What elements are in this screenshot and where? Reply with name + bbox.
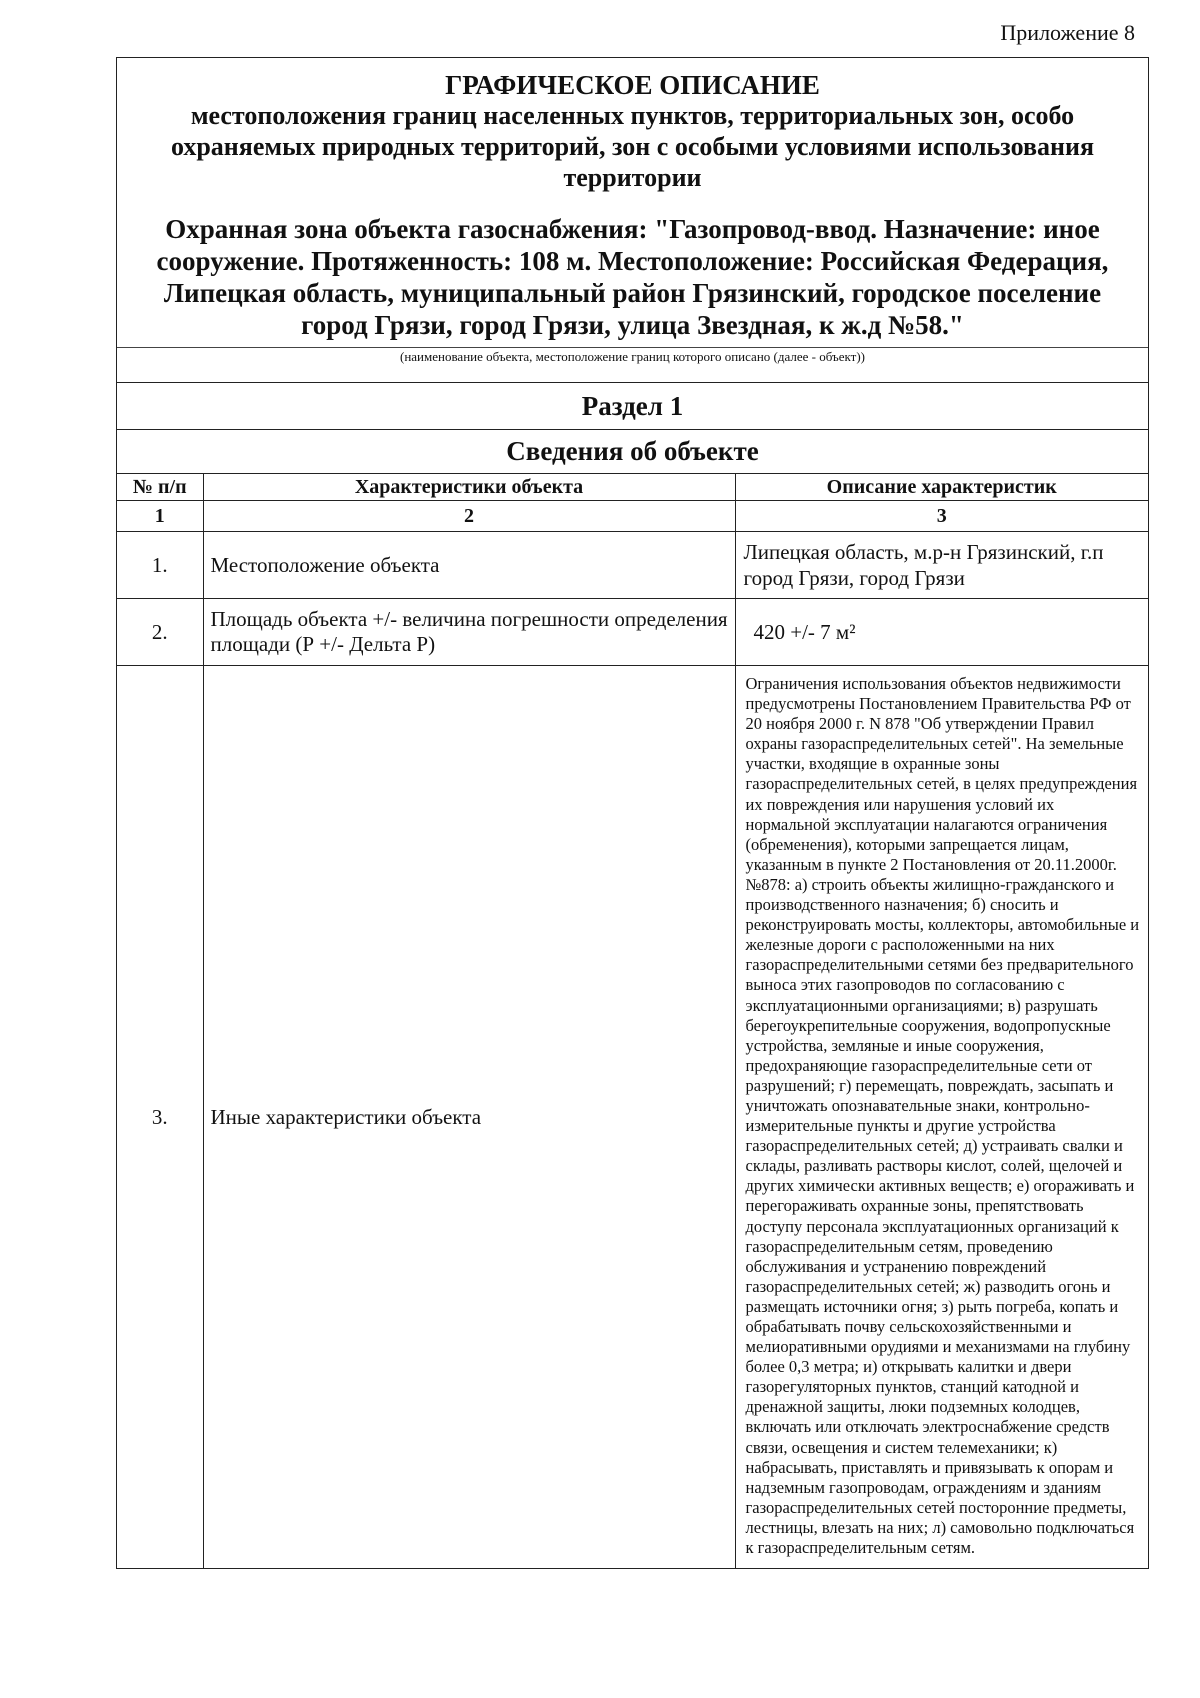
column-header: № п/п — [117, 474, 203, 501]
object-info-table — [117, 473, 1148, 1568]
row-characteristic: Площадь объекта +/- величина погрешности определения площади (Р +/- Дельта Р) — [203, 599, 735, 666]
row-number: 2. — [117, 599, 203, 666]
table-row — [117, 532, 1148, 599]
column-number: 1 — [117, 501, 203, 532]
table-row — [117, 666, 1148, 1569]
object-name: Охранная зона объекта газоснабжения: "Газопровод-ввод. Назначение: иное сооружение. Протяженность: 108 м. Местоположение: Российская Федерация, Липецкая область, муниципальный район Грязинский, городское поселение город Грязи, город Грязи, улица Звездная, к ж.д №58." — [156, 214, 1109, 340]
document-subtitle: местоположения границ населенных пунктов, территориальных зон, особо охраняемых природных территорий, зон с особыми условиями использования территории — [170, 101, 1095, 192]
object-caption: (наименование объекта, местоположение границ которого описано (далее - объект)) — [117, 347, 1148, 382]
column-header: Описание характеристик — [735, 474, 1148, 501]
table-row — [117, 599, 1148, 666]
column-number-row — [117, 501, 1148, 532]
appendix-label: Приложение 8 — [1000, 20, 1135, 45]
table-header-row — [117, 474, 1148, 501]
column-header: Характеристики объекта — [203, 474, 735, 501]
section-subtitle: Сведения об объекте — [117, 429, 1148, 473]
row-characteristic: Местоположение объекта — [203, 532, 735, 599]
row-number: 3. — [117, 666, 203, 1569]
column-number: 2 — [203, 501, 735, 532]
document-frame — [116, 57, 1149, 1569]
header-block — [117, 58, 1148, 382]
row-description: 420 +/- 7 м² — [735, 599, 1148, 666]
section-title: Раздел 1 — [117, 382, 1148, 429]
row-description: Липецкая область, м.р-н Грязинский, г.п город Грязи, город Грязи — [735, 532, 1148, 599]
row-number: 1. — [117, 532, 203, 599]
document-title: ГРАФИЧЕСКОЕ ОПИСАНИЕ — [445, 70, 820, 100]
column-number: 3 — [735, 501, 1148, 532]
row-description: Ограничения использования объектов недвижимости предусмотрены Постановлением Правительства РФ от 20 ноября 2000 г. N 878 "Об утверждении Правил охраны газораспределительных сетей". На земельные участки, входящие в охранные зоны газораспределительных сетей, в целях предупреждения их повреждения или нарушения условий их нормальной эксплуатации налагаются ограничения (обременения), которыми запрещается лицам, указанным в пункте 2 Постановления от 20.11.2000г. №878: а) строить объекты жилищно-гражданского и производственного назначения; б) сносить и реконструировать мосты, коллекторы, автомобильные и железные дороги с расположенными на них газораспределительными сетями без предварительного выноса этих газопроводов по согласованию с эксплуатационными организациями; в) разрушать берегоукрепительные сооружения, водопропускные устройства, земляные и иные сооружения, предохраняющие газораспределительные сети от разрушений; г) перемещать, повреждать, засыпать и уничтожать опознавательные знаки, контрольно-измерительные пункты и другие устройства газораспределительных сетей; д) устраивать свалки и склады, разливать растворы кислот, солей, щелочей и других химически активных веществ; е) огораживать и перегораживать охранные зоны, препятствовать доступу персонала эксплуатационных организаций к газораспределительным сетям, проведению обслуживания и устранению повреждений газораспределительных сетей; ж) разводить огонь и размещать источники огня; з) рыть погреба, копать и обрабатывать почву сельскохозяйственными и мелиоративными орудиями и механизмами на глубину более 0,3 метра; и) открывать калитки и двери газорегуляторных пунктов, станций катодной и дренажной защиты, люки подземных колодцев, включать или отключать электроснабжение средств связи, освещения и систем телемеханики; к) набрасывать, приставлять и привязывать к опорам и надземным газопроводам, ограждениям и зданиям газораспределительных сетей посторонние предметы, лестницы, влезать на них; л) самовольно подключаться к газораспределительным сетям. — [735, 666, 1148, 1569]
row-characteristic: Иные характеристики объекта — [203, 666, 735, 1569]
